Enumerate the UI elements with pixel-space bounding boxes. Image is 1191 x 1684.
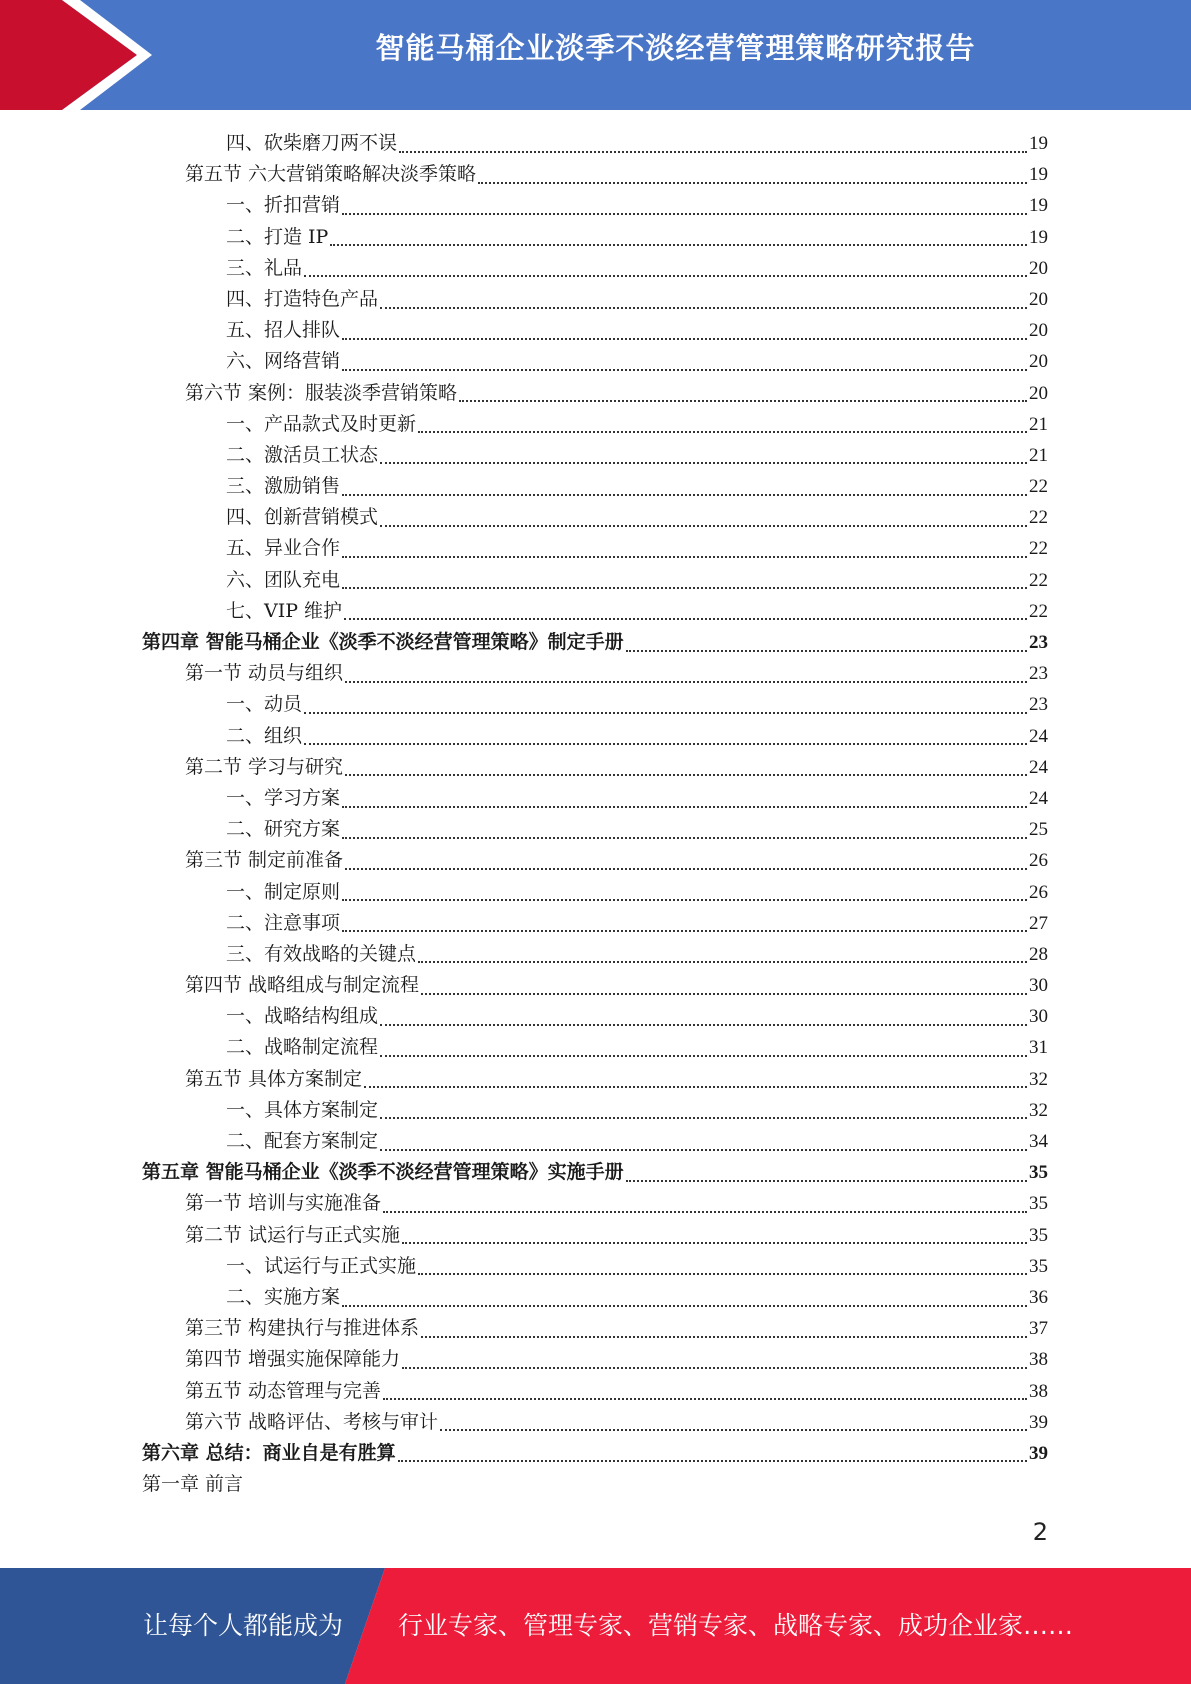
- toc-entry-label: 六、网络营销: [226, 350, 341, 373]
- toc-entry[interactable]: [142, 159, 1048, 190]
- toc-entry-label: 二、打造 IP: [226, 225, 329, 248]
- toc-entry-label: 第二节 试运行与正式实施: [185, 1223, 401, 1246]
- toc-leader-dots: [304, 712, 1027, 714]
- toc-entry[interactable]: [142, 752, 1048, 783]
- toc-entry[interactable]: [142, 533, 1048, 564]
- toc-entry-label: 二、战略制定流程: [226, 1036, 379, 1059]
- toc-entry-page: 19: [1029, 133, 1048, 154]
- toc-leader-dots: [342, 213, 1027, 215]
- toc-entry-label: 三、礼品: [226, 256, 303, 279]
- toc-entry-page: 19: [1029, 164, 1048, 186]
- toc-entry-page: 20: [1029, 288, 1048, 310]
- toc-entry-label: 第四节 增强实施保障能力: [185, 1348, 401, 1371]
- toc-leader-dots: [459, 400, 1027, 402]
- toc-entry-page: 37: [1029, 1318, 1048, 1340]
- toc-entry-page: 19: [1029, 195, 1048, 217]
- toc-entry-label: 第三节 构建执行与推进体系: [185, 1317, 420, 1340]
- toc-entry-label: 二、激活员工状态: [226, 443, 379, 466]
- toc-entry[interactable]: [142, 658, 1048, 689]
- toc-entry-page: 35: [1029, 1255, 1048, 1277]
- toc-entry-label: 三、激励销售: [226, 475, 341, 498]
- toc-entry[interactable]: [142, 253, 1048, 284]
- toc-entry[interactable]: [142, 409, 1048, 440]
- toc-entry-page: 32: [1029, 1068, 1048, 1090]
- toc-leader-dots: [342, 556, 1027, 558]
- toc-entry[interactable]: [142, 1376, 1048, 1407]
- toc-entry-page: 26: [1029, 850, 1048, 872]
- toc-entry-page: 20: [1029, 257, 1048, 279]
- toc-leader-dots: [402, 1242, 1027, 1244]
- toc-leader-dots: [402, 1367, 1027, 1369]
- toc-entry-label: 第五节 六大营销策略解决淡季策略: [185, 163, 477, 186]
- toc-leader-dots: [626, 650, 1027, 652]
- toc-entry[interactable]: [142, 970, 1048, 1001]
- toc-entry-label: 一、具体方案制定: [226, 1098, 379, 1121]
- toc-entry-page: 20: [1029, 320, 1048, 342]
- toc-entry[interactable]: [142, 689, 1048, 720]
- toc-entry-label: 二、组织: [226, 724, 303, 747]
- toc-entry-label: 第一节 培训与实施准备: [185, 1192, 382, 1215]
- toc-leader-dots: [345, 868, 1027, 870]
- toc-entry[interactable]: [142, 346, 1048, 377]
- toc-entry[interactable]: [142, 1313, 1048, 1344]
- toc-leader-dots: [421, 1336, 1027, 1338]
- page-number: 2: [1032, 1518, 1048, 1546]
- toc-leader-dots: [380, 307, 1027, 309]
- toc-leader-dots: [418, 431, 1027, 433]
- toc-entry-page: 34: [1029, 1131, 1048, 1152]
- toc-entry-page: 38: [1029, 1380, 1048, 1402]
- toc-entry[interactable]: [142, 783, 1048, 814]
- toc-entry[interactable]: [142, 128, 1048, 159]
- toc-entry-page: 36: [1029, 1286, 1048, 1308]
- toc-leader-dots: [398, 1460, 1027, 1462]
- toc-entry-label: 第五节 具体方案制定: [185, 1067, 363, 1090]
- toc-entry-page: 22: [1029, 569, 1048, 591]
- toc-leader-dots: [342, 806, 1027, 808]
- toc-entry-label: 五、招人排队: [226, 319, 341, 342]
- toc-leader-dots: [342, 338, 1027, 340]
- toc-entry[interactable]: [142, 1032, 1048, 1063]
- toc-entry[interactable]: [142, 378, 1048, 409]
- toc-entry-label: 第三节 制定前准备: [185, 849, 344, 872]
- toc-entry[interactable]: [142, 284, 1048, 315]
- toc-entry[interactable]: [142, 1188, 1048, 1219]
- toc-entry-label: 四、打造特色产品: [226, 287, 379, 310]
- toc-entry-page: 25: [1029, 819, 1048, 841]
- footer-slogan: 让每个人都能成为: [143, 1611, 344, 1640]
- toc-entry[interactable]: [142, 222, 1048, 253]
- footer-roles: 行业专家、管理专家、营销专家、战略专家、成功企业家……: [398, 1611, 1074, 1640]
- toc-entry[interactable]: [142, 502, 1048, 533]
- toc-entry[interactable]: [142, 1282, 1048, 1313]
- toc-entry-label: 第四章 智能马桶企业《淡季不淡经营管理策略》制定手册: [142, 631, 624, 653]
- toc-entry-page: 26: [1029, 881, 1048, 903]
- toc-entry-page: 24: [1029, 756, 1048, 778]
- toc-leader-dots: [380, 1117, 1027, 1119]
- toc-entry[interactable]: [142, 1095, 1048, 1126]
- toc-entry-page: 27: [1029, 912, 1048, 934]
- toc-entry-label: 第一节 动员与组织: [185, 662, 344, 685]
- toc-entry-page: 19: [1029, 226, 1048, 248]
- toc-entry-label: 一、制定原则: [226, 880, 341, 903]
- toc-entry-label: 二、实施方案: [226, 1285, 341, 1308]
- toc-entry-page: 39: [1029, 1442, 1048, 1464]
- toc-entry[interactable]: [142, 1407, 1048, 1438]
- toc-entry-page: 38: [1029, 1349, 1048, 1371]
- toc-entry[interactable]: [142, 190, 1048, 221]
- page-footer: [0, 1568, 1191, 1684]
- toc-leader-dots: [418, 1273, 1027, 1275]
- toc-leader-dots: [478, 182, 1027, 184]
- toc-leader-dots: [383, 1398, 1027, 1400]
- toc-entry[interactable]: [142, 908, 1048, 939]
- table-of-contents: [142, 128, 1048, 1500]
- toc-entry-label: 一、学习方案: [226, 786, 341, 809]
- toc-entry-page: 22: [1029, 538, 1048, 560]
- toc-leader-dots: [380, 1055, 1027, 1057]
- toc-leader-dots: [345, 774, 1027, 776]
- toc-leader-dots: [342, 494, 1027, 496]
- toc-leader-dots: [380, 1024, 1027, 1026]
- toc-entry-page: 20: [1029, 351, 1048, 373]
- toc-entry-page: 24: [1029, 725, 1048, 747]
- toc-leader-dots: [440, 1429, 1027, 1431]
- toc-entry-label: 四、创新营销模式: [226, 506, 379, 529]
- toc-leader-dots: [344, 618, 1027, 620]
- toc-leader-dots: [383, 1211, 1027, 1213]
- toc-entry[interactable]: [142, 1344, 1048, 1375]
- toc-entry-label: 第五节 动态管理与完善: [185, 1379, 382, 1402]
- toc-entry-page: 23: [1029, 632, 1048, 653]
- toc-entry[interactable]: [142, 627, 1048, 658]
- document-title: 智能马桶企业淡季不淡经营管理策略研究报告: [375, 31, 976, 65]
- toc-entry[interactable]: [142, 939, 1048, 970]
- toc-entry-page: 21: [1029, 413, 1048, 435]
- toc-entry-page: 23: [1029, 694, 1048, 716]
- toc-entry-label: 一、试运行与正式实施: [226, 1254, 417, 1277]
- toc-entry-page: 32: [1029, 1099, 1048, 1121]
- toc-entry-label: 第六节 案例：服装淡季营销策略: [185, 381, 458, 404]
- toc-entry[interactable]: [142, 877, 1048, 908]
- page-header: [0, 0, 1191, 110]
- toc-entry[interactable]: [142, 1220, 1048, 1251]
- toc-leader-dots: [380, 525, 1027, 527]
- toc-entry-label: 第一章 前言: [142, 1473, 244, 1496]
- toc-entry-label: 一、折扣营销: [226, 194, 341, 217]
- toc-entry-page: 30: [1029, 1006, 1048, 1028]
- toc-entry[interactable]: [142, 1469, 1048, 1500]
- toc-entry[interactable]: [142, 1064, 1048, 1095]
- toc-entry-page: 21: [1029, 444, 1048, 466]
- toc-entry[interactable]: [142, 565, 1048, 596]
- toc-leader-dots: [342, 930, 1027, 932]
- toc-entry-page: 35: [1029, 1162, 1048, 1184]
- toc-entry[interactable]: [142, 596, 1048, 627]
- toc-leader-dots: [342, 587, 1027, 589]
- toc-entry-label: 一、动员: [226, 693, 303, 716]
- toc-entry-page: 20: [1029, 382, 1048, 404]
- toc-entry-page: 35: [1029, 1193, 1048, 1215]
- toc-entry[interactable]: [142, 1126, 1048, 1157]
- toc-entry-label: 第四节 战略组成与制定流程: [185, 974, 420, 997]
- toc-entry-label: 第六章 总结：商业自是有胜算: [142, 1441, 396, 1464]
- toc-leader-dots: [421, 993, 1027, 995]
- toc-entry-page: 28: [1029, 943, 1048, 965]
- toc-leader-dots: [304, 275, 1027, 277]
- toc-entry[interactable]: [142, 1001, 1048, 1032]
- toc-leader-dots: [418, 961, 1027, 963]
- toc-leader-dots: [345, 681, 1027, 683]
- toc-entry-page: 39: [1029, 1411, 1048, 1433]
- toc-leader-dots: [342, 1305, 1027, 1307]
- toc-entry-label: 六、团队充电: [226, 568, 341, 591]
- toc-entry-label: 四、砍柴磨刀两不误: [226, 132, 398, 154]
- toc-entry[interactable]: [142, 1251, 1048, 1282]
- toc-leader-dots: [330, 244, 1027, 246]
- toc-entry-page: 35: [1029, 1224, 1048, 1246]
- toc-entry-page: 22: [1029, 507, 1048, 529]
- toc-entry[interactable]: [142, 814, 1048, 845]
- toc-leader-dots: [342, 899, 1027, 901]
- toc-entry-label: 七、VIP 维护: [226, 599, 343, 622]
- toc-entry-label: 第五章 智能马桶企业《淡季不淡经营管理策略》实施手册: [142, 1161, 624, 1184]
- toc-entry-label: 一、产品款式及时更新: [226, 412, 417, 435]
- toc-leader-dots: [380, 1149, 1027, 1151]
- toc-entry-label: 二、配套方案制定: [226, 1130, 379, 1152]
- toc-entry-label: 五、异业合作: [226, 537, 341, 560]
- toc-entry-page: 31: [1029, 1037, 1048, 1059]
- toc-entry-page: 23: [1029, 663, 1048, 685]
- toc-entry-label: 第二节 学习与研究: [185, 755, 344, 778]
- toc-entry[interactable]: [142, 845, 1048, 876]
- toc-entry[interactable]: [142, 315, 1048, 346]
- toc-entry-label: 二、研究方案: [226, 818, 341, 841]
- toc-entry[interactable]: [142, 471, 1048, 502]
- toc-leader-dots: [342, 369, 1027, 371]
- toc-entry[interactable]: [142, 1438, 1048, 1469]
- toc-entry-label: 第六节 战略评估、考核与审计: [185, 1410, 439, 1433]
- toc-leader-dots: [399, 151, 1027, 153]
- toc-leader-dots: [342, 837, 1027, 839]
- toc-entry-label: 三、有效战略的关键点: [226, 942, 417, 965]
- toc-entry-page: 22: [1029, 476, 1048, 498]
- toc-entry-page: 30: [1029, 975, 1048, 997]
- toc-entry[interactable]: [142, 721, 1048, 752]
- toc-leader-dots: [304, 743, 1027, 745]
- toc-entry[interactable]: [142, 440, 1048, 471]
- toc-leader-dots: [626, 1180, 1027, 1182]
- toc-leader-dots: [380, 462, 1027, 464]
- toc-entry[interactable]: [142, 1157, 1048, 1188]
- toc-entry-label: 一、战略结构组成: [226, 1005, 379, 1028]
- toc-leader-dots: [364, 1086, 1027, 1088]
- toc-entry-page: 22: [1029, 600, 1048, 622]
- toc-entry-label: 二、注意事项: [226, 911, 341, 934]
- toc-entry-page: 24: [1029, 787, 1048, 809]
- header-arrow-graphic: [0, 0, 160, 110]
